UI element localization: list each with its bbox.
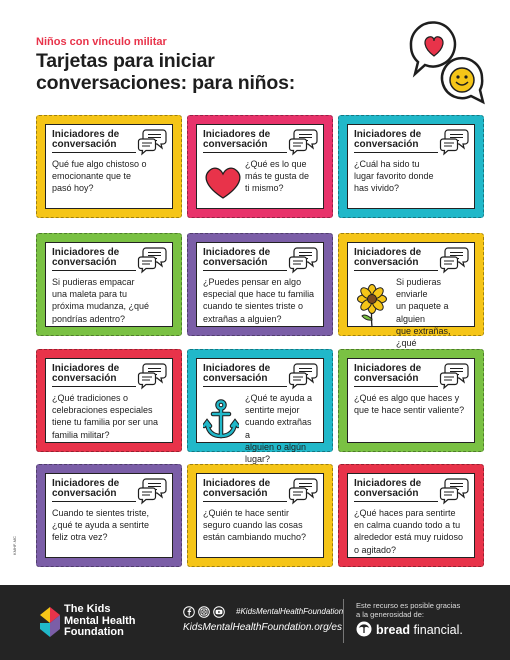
card-question-line: alrededor está muy ruidoso [354, 532, 464, 543]
hashtag-link[interactable]: #KidsMentalHealthFoundation [236, 607, 344, 616]
card-title [52, 364, 119, 384]
card-question [245, 392, 319, 465]
card-question-line: que extrañas, ¿qué [396, 325, 451, 349]
card-question-line: ¿Qué te ayuda a [245, 393, 313, 403]
sponsor-credit-line2: a la generosidad de: [356, 610, 424, 619]
conversation-card [187, 115, 333, 218]
card-title-line1: Iniciadores de [354, 363, 422, 374]
card-question [203, 507, 319, 544]
facebook-icon[interactable] [184, 607, 195, 618]
card-title [354, 479, 421, 499]
card-title [354, 248, 421, 268]
sponsor-name-bold: bread [376, 623, 411, 637]
card-title-line1: Iniciadores de [354, 129, 422, 140]
card-question [203, 276, 319, 325]
card-title-rule [203, 501, 287, 502]
card-title-line1: Iniciadores de [52, 478, 120, 489]
document-code: KMHF-MC [12, 536, 17, 555]
card-question-line: ¿Qué haces para sentirte [354, 508, 456, 518]
page-title-line2: conversaciones: para niños: [36, 72, 296, 94]
card-body [196, 242, 324, 327]
card-body [45, 358, 173, 443]
card-title-rule [52, 386, 136, 387]
card-title [203, 130, 270, 150]
conversation-card [187, 349, 333, 465]
social-icons [183, 606, 231, 618]
card-title-line1: Iniciadores de [52, 129, 120, 140]
card-title-rule [52, 270, 136, 271]
card-question-line: una maleta para tu [52, 289, 128, 300]
card-question-line: ¿qué te ayuda a sentirte [52, 520, 150, 531]
card-body [347, 358, 475, 443]
card-question-line: Si pudieras empacar [52, 277, 135, 287]
card-title-rule [354, 501, 438, 502]
card-title-rule [52, 501, 136, 502]
chat-bubble-icon [439, 246, 471, 279]
card-title-rule [203, 270, 287, 271]
footer [0, 585, 510, 660]
conversation-card [338, 115, 484, 218]
card-title-line2: conversación [52, 373, 117, 384]
foundation-logo-icon [38, 605, 62, 639]
card-question [52, 392, 168, 441]
eyebrow-label: Niños con vínculo militar [36, 36, 167, 48]
chat-bubble-icon [137, 362, 169, 395]
website-link[interactable]: KidsMentalHealthFoundation.org/es [183, 622, 342, 633]
card-title-line2: conversación [354, 257, 419, 268]
card-title [203, 248, 270, 268]
card-question-line: tiene tu familia por ser una [52, 417, 159, 428]
card-question-line: cuando te sientes triste o [203, 301, 304, 312]
card-question-line: alguien o algún lugar? [245, 441, 307, 465]
chat-bubble-icon [137, 128, 169, 161]
card-question [52, 276, 168, 325]
card-question-line: especial que hace tu familia [203, 289, 315, 300]
card-question-line: Qué fue algo chistoso o [52, 159, 147, 169]
card-title-line2: conversación [203, 257, 268, 268]
card-question-line: pasó hoy? [52, 183, 94, 194]
card-question-line: ¿Quién te hace sentir [203, 508, 290, 518]
conversation-card [187, 233, 333, 336]
card-title [52, 130, 119, 150]
card-question-line: Si pudieras enviarle [396, 277, 442, 300]
card-title [52, 479, 119, 499]
card-title-line1: Iniciadores de [203, 129, 271, 140]
card-body [347, 124, 475, 209]
card-question [52, 158, 168, 195]
chat-bubble-icon [137, 246, 169, 279]
card-question-line: ¿Qué es algo que haces y [354, 393, 460, 403]
card-body [347, 242, 475, 349]
card-question-line: en calma cuando todo a tu [354, 520, 461, 531]
card-title-rule [354, 152, 438, 153]
conversation-card [36, 349, 182, 452]
card-title [354, 130, 421, 150]
instagram-icon[interactable] [199, 607, 210, 618]
card-question-line: más te gusta de [245, 171, 310, 182]
card-question [245, 158, 319, 195]
card-question-line: están cambiando mucho? [203, 532, 307, 543]
card-title-line2: conversación [203, 373, 268, 384]
card-title-line1: Iniciadores de [52, 363, 120, 374]
card-question-line: sentirte mejor [245, 405, 300, 416]
chat-bubble-icon [288, 128, 320, 161]
card-question-line: emocionante que te [52, 171, 132, 182]
sponsor-credit-line1: Este recurso es posible gracias [356, 601, 461, 610]
sponsor-credit [356, 601, 460, 619]
card-question-line: ¿Qué es lo que [245, 159, 307, 169]
card-question-line: o agitado? [354, 544, 397, 555]
conversation-card [338, 233, 484, 349]
card-title-line2: conversación [203, 488, 268, 499]
card-body [196, 124, 324, 209]
conversation-card [338, 464, 484, 567]
card-question-line: ¿Puedes pensar en algo [203, 277, 302, 287]
card-title [203, 479, 270, 499]
card-question-line: seguro cuando las cosas [203, 520, 303, 531]
card-body [45, 242, 173, 327]
card-question-line: ¿Cuál ha sido tu [354, 159, 420, 169]
card-body [196, 358, 324, 465]
card-title [203, 364, 270, 384]
card-question-line: Cuando te sientes triste, [52, 508, 150, 518]
youtube-icon[interactable] [214, 607, 225, 618]
card-body [45, 473, 173, 558]
chat-bubble-icon [439, 477, 471, 510]
card-title-line2: conversación [52, 139, 117, 150]
page-title-line1: Tarjetas para iniciar [36, 50, 215, 72]
bread-logo-icon [356, 621, 372, 637]
card-title-line1: Iniciadores de [203, 363, 271, 374]
card-title-rule [203, 152, 287, 153]
card-question-line: pondrías adentro? [52, 313, 126, 324]
card-question-line: extrañas a alguien? [203, 313, 282, 324]
card-title-line1: Iniciadores de [203, 478, 271, 489]
card-title-line2: conversación [354, 488, 419, 499]
foundation-name [64, 604, 136, 639]
card-title-line2: conversación [354, 139, 419, 150]
card-question [52, 507, 168, 544]
conversation-card [36, 233, 182, 336]
card-title [354, 364, 421, 384]
sponsor-name-rest: financial. [410, 623, 463, 637]
card-title-line1: Iniciadores de [203, 247, 271, 258]
card-body [347, 473, 475, 558]
card-question-line: has vivido? [354, 183, 400, 194]
foundation-name-line1: The Kids [64, 603, 111, 615]
card-title-line2: conversación [52, 488, 117, 499]
card-title-rule [354, 270, 438, 271]
chat-bubble-icon [288, 362, 320, 395]
flower-icon [354, 283, 390, 334]
card-question-line: cuando extrañas a [245, 417, 312, 440]
card-question-line: familia militar? [52, 429, 110, 440]
conversation-card [187, 464, 333, 567]
card-title-line2: conversación [354, 373, 419, 384]
chat-bubble-icon [288, 246, 320, 279]
heart-icon [203, 165, 243, 206]
sponsor-name [376, 623, 463, 637]
page-title [36, 50, 295, 94]
card-title-line1: Iniciadores de [354, 247, 422, 258]
card-title-rule [354, 386, 438, 387]
card-question-line: ¿Qué tradiciones o [52, 393, 129, 403]
card-question [354, 392, 470, 416]
conversation-card [36, 464, 182, 567]
chat-bubbles-icon [405, 20, 495, 110]
card-question-line: ti mismo? [245, 183, 284, 194]
anchor-icon [203, 399, 239, 446]
card-question [354, 507, 470, 556]
conversation-card [36, 115, 182, 218]
card-title-line1: Iniciadores de [52, 247, 120, 258]
card-title-rule [52, 152, 136, 153]
card-body [45, 124, 173, 209]
foundation-name-line2: Mental Health [64, 614, 136, 627]
card-title-line1: Iniciadores de [354, 478, 422, 489]
card-title-rule [203, 386, 287, 387]
card-question-line: feliz otra vez? [52, 532, 108, 543]
card-question-line: celebraciones especiales [52, 405, 153, 416]
card-body [196, 473, 324, 558]
card-question-line: que te hace sentir valiente? [354, 405, 465, 416]
chat-bubble-icon [439, 362, 471, 395]
card-question-line: un paquete a alguien [396, 301, 449, 324]
foundation-name-line3: Foundation [64, 626, 124, 638]
chat-bubble-icon [288, 477, 320, 510]
card-question-line: próxima mudanza, ¿qué [52, 301, 150, 312]
card-title-line2: conversación [52, 257, 117, 268]
chat-bubble-icon [439, 128, 471, 161]
chat-bubble-icon [137, 477, 169, 510]
conversation-card [338, 349, 484, 452]
card-title-line2: conversación [203, 139, 268, 150]
card-question [354, 158, 470, 195]
footer-divider [343, 599, 344, 643]
card-question-line: lugar favorito donde [354, 171, 434, 182]
card-title [52, 248, 119, 268]
